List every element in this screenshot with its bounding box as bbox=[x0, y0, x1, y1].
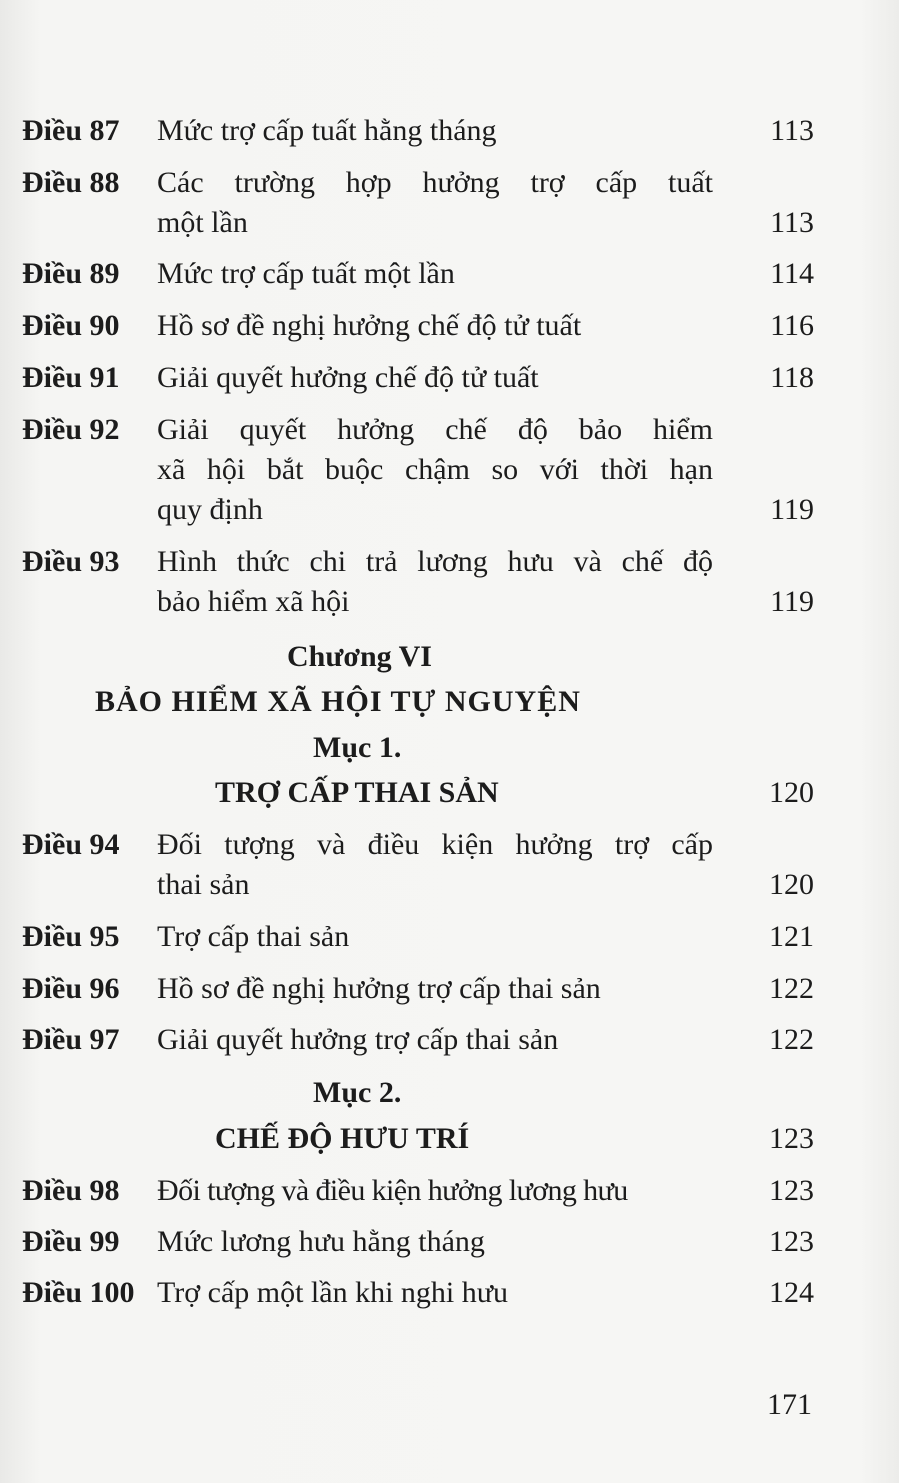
toc-entry bbox=[22, 542, 814, 622]
title-line: Hồ sơ đề nghị hưởng chế độ tử tuất bbox=[157, 309, 582, 342]
chapter-label: Chương VI bbox=[287, 640, 432, 673]
article-number: Điều 100 bbox=[22, 1276, 135, 1309]
section-title: TRỢ CẤP THAI SẢN bbox=[215, 776, 499, 809]
title-line: Hình thức chi trả lương hưu và chế độ bbox=[157, 545, 713, 578]
page-reference: 113 bbox=[770, 114, 814, 147]
page-reference: 113 bbox=[770, 206, 814, 239]
article-number: Điều 99 bbox=[22, 1225, 120, 1258]
article-number: Điều 98 bbox=[22, 1174, 120, 1207]
article-title bbox=[157, 1273, 713, 1313]
article-number: Điều 93 bbox=[22, 545, 120, 578]
title-line: Trợ cấp thai sản bbox=[157, 920, 350, 953]
article-number: Điều 89 bbox=[22, 257, 120, 290]
title-line: thai sản bbox=[157, 868, 250, 901]
title-line: Đối tượng và điều kiện hưởng trợ cấp bbox=[157, 828, 713, 861]
page-reference: 124 bbox=[769, 1276, 814, 1309]
page-reference: 118 bbox=[770, 361, 814, 394]
toc-entry bbox=[22, 969, 814, 1009]
title-line: bảo hiểm xã hội bbox=[157, 585, 350, 618]
toc-entry bbox=[22, 917, 814, 957]
title-line: Mức lương hưu hằng tháng bbox=[157, 1225, 485, 1258]
article-title bbox=[157, 1020, 713, 1060]
section-title: CHẾ ĐỘ HƯU TRÍ bbox=[215, 1122, 470, 1155]
toc-entry bbox=[22, 825, 814, 905]
toc-entry bbox=[22, 254, 814, 294]
toc-entry bbox=[22, 410, 814, 530]
section-label: Mục 1. bbox=[313, 731, 402, 764]
page-reference: 116 bbox=[770, 309, 814, 342]
article-number: Điều 91 bbox=[22, 361, 120, 394]
article-title bbox=[157, 410, 713, 530]
article-number: Điều 94 bbox=[22, 828, 120, 861]
article-title bbox=[157, 825, 713, 905]
toc-entry bbox=[22, 1171, 814, 1211]
article-number: Điều 88 bbox=[22, 166, 120, 199]
section-label: Mục 2. bbox=[313, 1076, 402, 1109]
page-reference: 114 bbox=[770, 257, 814, 290]
page-number: 171 bbox=[767, 1388, 812, 1421]
toc-entry bbox=[22, 1222, 814, 1262]
article-title bbox=[157, 1222, 713, 1262]
page-reference: 122 bbox=[769, 972, 814, 1005]
article-number: Điều 90 bbox=[22, 309, 120, 342]
toc-entry bbox=[22, 163, 814, 243]
page-reference: 120 bbox=[769, 868, 814, 901]
article-title bbox=[157, 111, 713, 151]
title-line: Mức trợ cấp tuất hằng tháng bbox=[157, 114, 497, 147]
section-page-reference: 120 bbox=[769, 776, 814, 809]
title-line: Đối tượng và điều kiện hưởng lương hưu bbox=[157, 1174, 628, 1207]
article-title bbox=[157, 1171, 717, 1211]
toc-entry bbox=[22, 1273, 814, 1313]
title-line: Mức trợ cấp tuất một lần bbox=[157, 257, 455, 290]
page-reference: 122 bbox=[769, 1023, 814, 1056]
title-line: quy định bbox=[157, 493, 263, 526]
section-page-reference: 123 bbox=[769, 1122, 814, 1155]
title-line: Trợ cấp một lần khi nghi hưu bbox=[157, 1276, 509, 1309]
article-title bbox=[157, 917, 713, 957]
article-title bbox=[157, 969, 713, 1009]
article-number: Điều 92 bbox=[22, 413, 120, 446]
toc-entry bbox=[22, 111, 814, 151]
article-title bbox=[157, 254, 713, 294]
chapter-title: BẢO HIỂM XÃ HỘI TỰ NGUYỆN bbox=[95, 685, 581, 718]
title-line: Giải quyết hưởng trợ cấp thai sản bbox=[157, 1023, 559, 1056]
toc-entry bbox=[22, 1020, 814, 1060]
toc-entry bbox=[22, 358, 814, 398]
article-title bbox=[157, 306, 713, 346]
article-title bbox=[157, 163, 713, 243]
title-line: xã hội bắt buộc chậm so với thời hạn bbox=[157, 453, 713, 486]
article-number: Điều 87 bbox=[22, 114, 120, 147]
article-title bbox=[157, 542, 713, 622]
page-reference: 119 bbox=[770, 585, 814, 618]
page-reference: 123 bbox=[769, 1174, 814, 1207]
title-line: Hồ sơ đề nghị hưởng trợ cấp thai sản bbox=[157, 972, 601, 1005]
title-line: Giải quyết hưởng chế độ tử tuất bbox=[157, 361, 539, 394]
article-number: Điều 97 bbox=[22, 1023, 120, 1056]
page-reference: 121 bbox=[769, 920, 814, 953]
article-number: Điều 95 bbox=[22, 920, 120, 953]
title-line: một lần bbox=[157, 206, 248, 239]
article-title bbox=[157, 358, 713, 398]
title-line: Giải quyết hưởng chế độ bảo hiểm bbox=[157, 413, 713, 446]
page-reference: 119 bbox=[770, 493, 814, 526]
page-reference: 123 bbox=[769, 1225, 814, 1258]
title-line: Các trường hợp hưởng trợ cấp tuất bbox=[157, 166, 713, 199]
article-number: Điều 96 bbox=[22, 972, 120, 1005]
toc-entry bbox=[22, 306, 814, 346]
